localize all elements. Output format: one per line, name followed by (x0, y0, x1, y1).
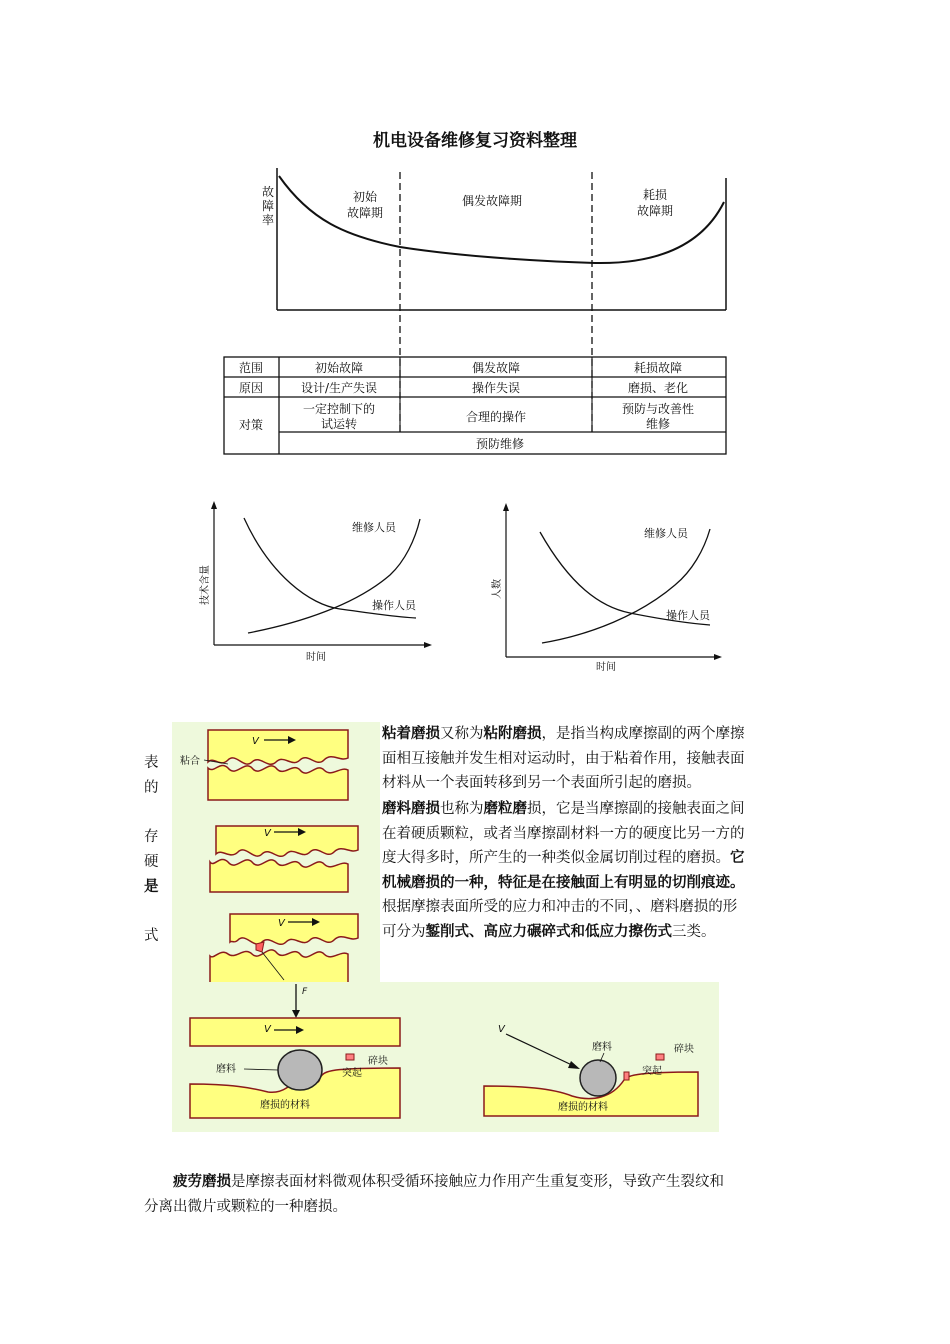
adhesion-bottom-block (208, 765, 348, 800)
bathtub-figure (0, 0, 950, 470)
abrasive-wear-paragraph (382, 797, 812, 944)
term-grain-wear: 磨粒磨 (483, 800, 527, 817)
p2-text-1: 也称为 (440, 801, 484, 817)
chart2-series-operator (542, 529, 710, 643)
left-worn-label: 磨损的材料 (260, 1100, 310, 1111)
adhesion-label: 粘合 (180, 756, 200, 767)
force-f: F (302, 987, 308, 997)
side-char-5: 是 (144, 878, 159, 895)
row-cause-3: 磨损、老化 (627, 381, 689, 395)
row-scope-2: 偶发故障 (471, 361, 521, 375)
p2-line-5: 根据摩擦表面所受的应力和冲击的不同，、磨料磨损的形 (382, 899, 738, 915)
side-char-3: 存 (144, 829, 159, 845)
term-fatigue-wear: 疲劳磨损 (173, 1173, 231, 1190)
side-char-1: 表 (144, 755, 159, 771)
strategy-3b: 维修 (645, 417, 671, 431)
p2-line-6a: 可分为 (382, 923, 426, 940)
chart2-legend-operator: 操作人员 (666, 609, 710, 622)
abrasive-bottom-block-1 (210, 859, 348, 892)
p1-text-1: 又称为 (440, 726, 484, 742)
side-char-4: 硬 (144, 854, 159, 870)
right-bump-label: 突起 (642, 1066, 662, 1077)
page-title: 机电设备维修复习资料整理 (373, 131, 577, 151)
strategy-2: 合理的操作 (465, 410, 527, 424)
p2-line-3: 度大得多时，所产生的一种类似金属切削过程的磨损。 (382, 850, 730, 866)
p1-text-2: ，是指当构成摩擦副的两个摩擦 (541, 726, 745, 742)
term-abrasive-wear: 磨料磨损 (382, 800, 440, 817)
diagram2-v: V (264, 828, 271, 839)
adhesion-top-block (208, 730, 348, 764)
period-initial-2: 故障期 (346, 206, 384, 220)
strategy-1b: 试运转 (320, 417, 358, 431)
row-scope-3: 耗损故障 (633, 361, 683, 375)
chart2-xlabel: 时间 (596, 662, 616, 673)
right-abrasive-label: 磨料 (592, 1042, 612, 1053)
abrasive-top-block-1 (216, 826, 358, 856)
p2-text-2: 损，它是当摩擦副的接触表面之间 (527, 801, 745, 817)
term-adhesive-wear: 粘着磨损 (382, 725, 440, 742)
p3-line-2: 分离出微片或颗粒的一种磨损。 (144, 1198, 347, 1215)
period-random: 偶发故障期 (461, 194, 523, 208)
right-worn-label: 磨损的材料 (558, 1102, 608, 1113)
p2-line-6-types: 錾削式、高应力碾碎式和低应力擦伤式 (425, 922, 672, 940)
adhesion-v: V (252, 736, 259, 747)
chart2-ylabel: 人数 (492, 579, 503, 599)
p2-line-4: 机械磨损的一种，特征是在接触面上有明显的切削痕迹。 (382, 873, 745, 891)
term-adhesion-wear: 粘附磨损 (483, 725, 542, 742)
side-char-6: 式 (144, 928, 159, 944)
abrasive-top-block-2 (230, 914, 358, 944)
p2-line-3-bold: 它 (730, 849, 745, 866)
chart-headcount (480, 495, 730, 675)
p1-line-3: 材料从一个表面转移到另一个表面所引起的磨损。 (382, 775, 701, 791)
p2-line-2: 在着硬质颗粒，或者当摩擦副材料一方的硬度比另一方的 (382, 825, 745, 842)
period-initial-1: 初始 (352, 190, 378, 204)
right-v: V (498, 1024, 505, 1035)
bathtub-ylabel-2: 障 (262, 199, 275, 213)
p3-text-1: 是摩擦表面材料微观体积受循环接触应力作用产生重复变形，导致产生裂纹和 (231, 1174, 724, 1190)
row-scope-1: 初始故障 (314, 361, 364, 375)
row-scope-label: 范围 (238, 361, 264, 375)
right-debris (656, 1054, 664, 1060)
left-bump-label: 突起 (342, 1068, 362, 1079)
period-wear-1: 耗损 (642, 188, 668, 202)
chart1-legend-maintenance: 维修人员 (352, 521, 396, 534)
period-wear-2: 故障期 (636, 204, 674, 218)
abrasive-particle (256, 942, 264, 952)
chart1-xlabel: 时间 (306, 652, 326, 663)
left-debris-label: 碎块 (368, 1056, 388, 1067)
chart-technical-content (190, 495, 440, 670)
row-cause-label: 原因 (238, 381, 264, 395)
bathtub-ylabel-1: 故 (262, 185, 275, 199)
row-strategy-label: 对策 (238, 418, 264, 432)
p2-line-6c: 三类。 (672, 923, 716, 940)
bathtub-ylabel-3: 率 (262, 213, 275, 227)
wear-diagrams (172, 722, 380, 984)
strategy-3a: 预防与改善性 (621, 402, 695, 416)
chart1-legend-operator: 操作人员 (372, 599, 416, 612)
side-char-2: 的 (144, 780, 159, 796)
right-debris-label: 碎块 (674, 1044, 694, 1055)
fatigue-wear-paragraph (144, 1170, 814, 1219)
row-cause-1: 设计/生产失误 (300, 381, 378, 395)
diagram3-v: V (278, 918, 285, 929)
strategy-bottom: 预防维修 (475, 437, 525, 451)
abrasive-top-plate (190, 1018, 400, 1046)
row-cause-2: 操作失误 (471, 381, 521, 395)
right-abrasive-particle (580, 1060, 616, 1096)
left-abrasive-label: 磨料 (216, 1064, 236, 1075)
left-v: V (264, 1024, 271, 1035)
left-debris (346, 1054, 354, 1060)
adhesive-wear-paragraph (382, 722, 812, 796)
abrasive-bottom-block-2 (210, 950, 348, 984)
abrasive-diagrams (172, 982, 719, 1134)
p1-line-2: 面相互接触并发生相对运动时，由于粘着作用，接触表面 (382, 750, 745, 767)
chart2-legend-maintenance: 维修人员 (644, 527, 688, 540)
chart1-ylabel: 技术含量 (200, 565, 211, 605)
left-abrasive-particle (278, 1050, 322, 1090)
strategy-1a: 一定控制下的 (302, 402, 376, 416)
